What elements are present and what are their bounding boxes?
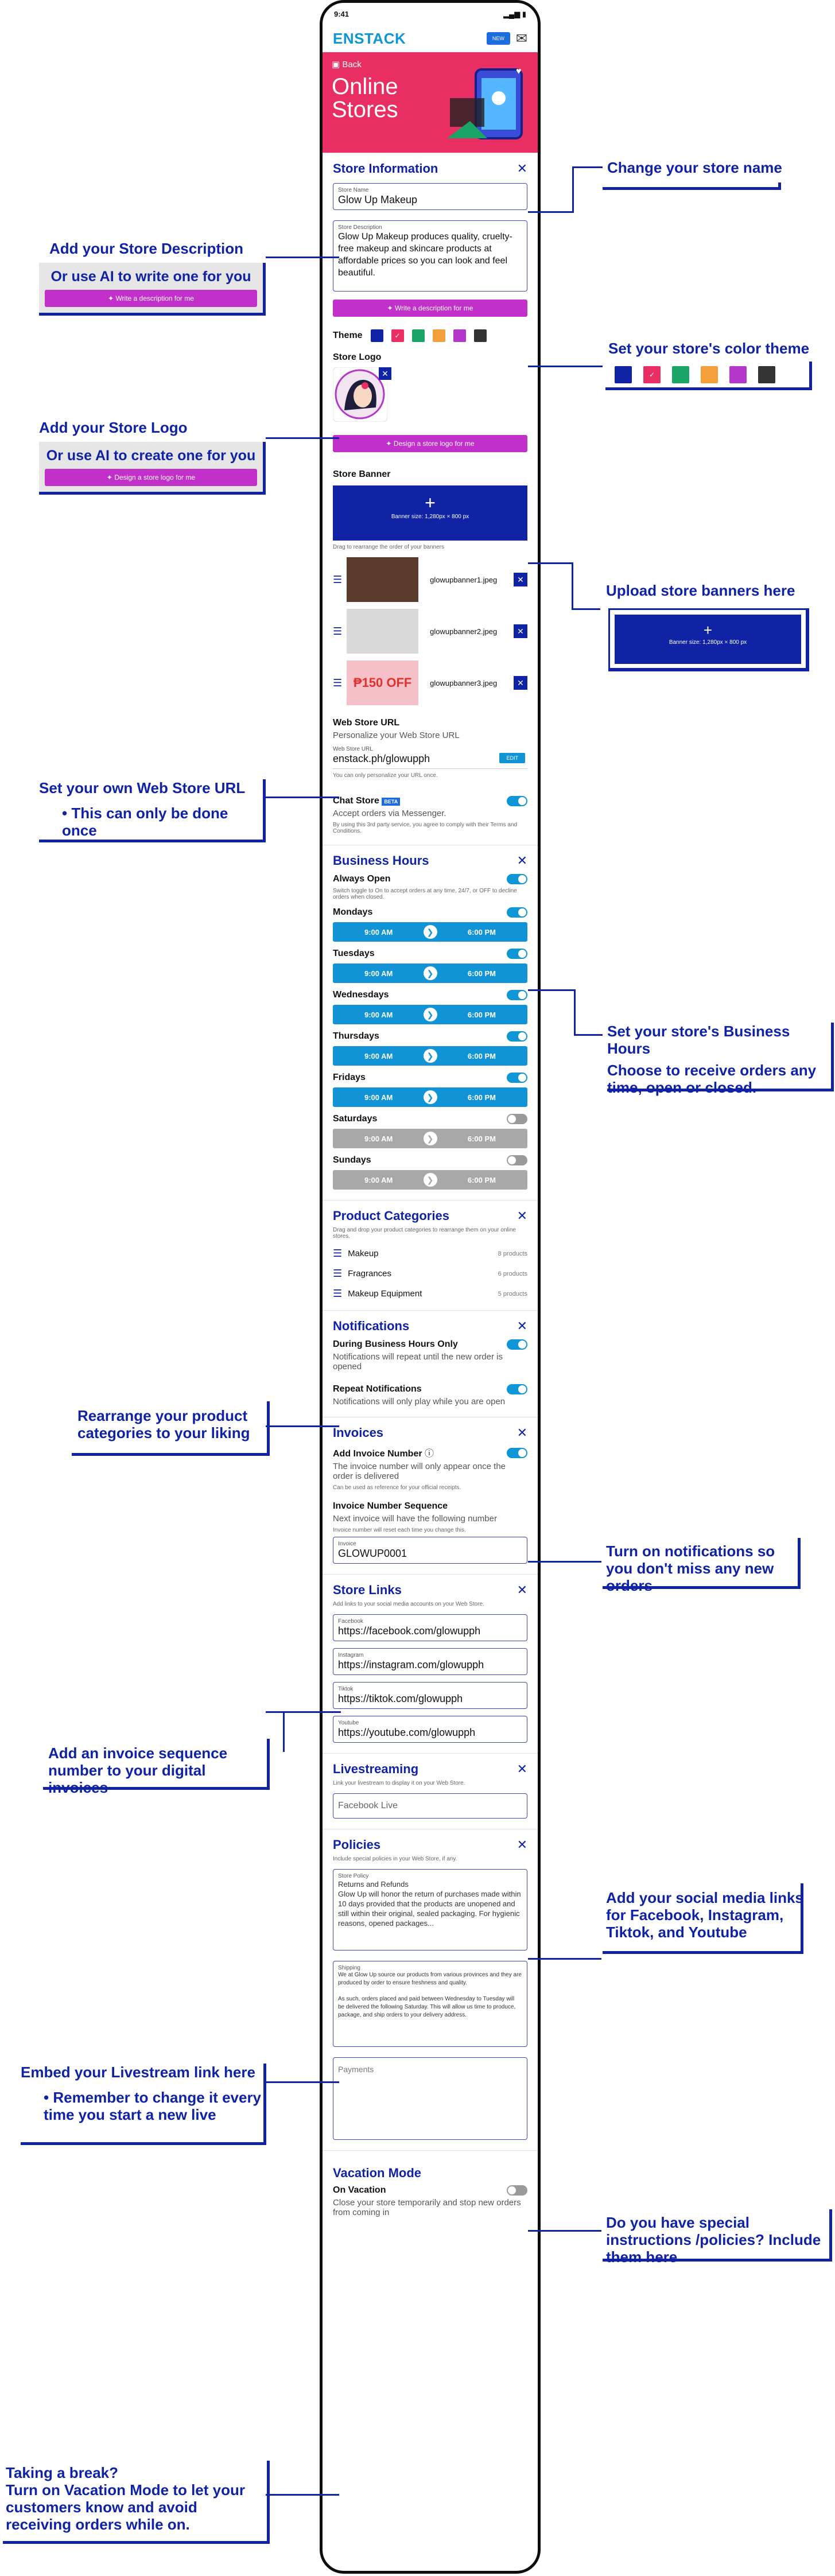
vacation-label: On Vacation <box>333 2185 386 2195</box>
category-count: 6 products <box>498 1270 527 1277</box>
category-name: Makeup Equipment <box>348 1289 422 1299</box>
drag-handle-icon[interactable]: ☰ <box>333 1268 343 1279</box>
banner-item[interactable] <box>333 609 527 654</box>
close-time[interactable]: 6:00 PM <box>467 1011 496 1019</box>
categories-section <box>323 1200 538 1310</box>
store-info-title: Store Information <box>333 161 438 176</box>
app-screen <box>323 3 538 2571</box>
store-description-field[interactable] <box>333 220 527 292</box>
theme-row <box>333 329 527 342</box>
category-item[interactable] <box>333 1268 527 1280</box>
banner-size-hint: Banner size: 1,280px × 800 px <box>391 514 469 520</box>
notif-business-hours-label: During Business Hours Only <box>333 1339 458 1349</box>
add-invoice-label: Add Invoice Number <box>333 1449 422 1459</box>
plus-icon: + <box>703 621 713 639</box>
day-toggle[interactable] <box>507 949 527 959</box>
day-label: Wednesdays <box>333 990 389 1000</box>
day-toggle[interactable] <box>507 1155 527 1165</box>
bracket <box>603 1538 801 1589</box>
hero-banner <box>323 52 538 153</box>
leader-line <box>266 1425 339 1427</box>
close-icon[interactable]: ✕ <box>516 1762 527 1776</box>
chevron-right-icon: ❯ <box>424 925 437 939</box>
chat-store-label: Chat Store BETA <box>333 796 400 806</box>
chat-store-subtitle: Accept orders via Messenger. <box>333 809 446 818</box>
app-logo: ENSTACK <box>333 29 406 47</box>
chevron-right-icon: ❯ <box>424 1132 437 1145</box>
notif-repeat-label: Repeat Notifications <box>333 1384 422 1394</box>
theme-swatch <box>758 366 775 383</box>
leader-line <box>283 1711 341 1752</box>
chevron-right-icon: ❯ <box>424 1173 437 1187</box>
shipping-policy-label: Shipping <box>338 1965 360 1971</box>
store-logo-label: Store Logo <box>333 352 382 362</box>
close-icon[interactable]: ✕ <box>516 1209 527 1223</box>
status-bar <box>323 3 538 25</box>
store-link-label: Youtube <box>338 1720 359 1726</box>
categories-title: Product Categories <box>333 1209 449 1223</box>
day-row <box>333 1031 527 1066</box>
leader-line <box>574 1034 603 1036</box>
invoice-seq-title: Invoice Number Sequence <box>333 1501 448 1511</box>
theme-swatch[interactable] <box>412 329 425 342</box>
invoice-field[interactable] <box>333 1537 527 1564</box>
hours-bar[interactable] <box>333 1129 527 1148</box>
signal-icon: ▂▄▆ ▮ <box>503 10 526 18</box>
day-label: Sundays <box>333 1155 371 1165</box>
store-link-value: https://facebook.com/glowupph <box>338 1625 481 1637</box>
open-time[interactable]: 9:00 AM <box>364 1093 393 1102</box>
close-time[interactable]: 6:00 PM <box>467 969 496 978</box>
theme-swatch <box>615 366 632 383</box>
beta-badge: BETA <box>382 798 400 806</box>
hours-bar[interactable] <box>333 963 527 983</box>
livestream-note: Link your livestream to display it on your Web Store. <box>333 1780 465 1786</box>
annotation-banner-box <box>608 608 809 671</box>
hours-bar[interactable] <box>333 1087 527 1107</box>
theme-swatch <box>701 366 718 383</box>
status-time: 9:41 <box>334 10 349 18</box>
leader-line <box>528 2230 601 2232</box>
leader-line <box>528 1561 601 1563</box>
drag-handle-icon[interactable]: ☰ <box>333 1248 343 1259</box>
weburl-subtitle: Personalize your Web Store URL <box>333 731 460 740</box>
theme-swatch: ✓ <box>643 366 661 383</box>
annotation-theme-swatches <box>605 362 812 390</box>
notifications-title: Notifications <box>333 1319 410 1333</box>
plus-icon: + <box>425 492 436 513</box>
store-link-field[interactable] <box>333 1648 527 1675</box>
annotation-design-button: ✦ Design a store logo for me <box>45 469 257 486</box>
annotation-logo-box <box>39 442 266 495</box>
livestream-placeholder: Facebook Live <box>338 1801 398 1810</box>
leader-line <box>572 608 600 610</box>
notifications-section <box>323 1310 538 1417</box>
annotation-live-title: Embed your Livestream link here <box>21 2064 255 2081</box>
link-list <box>333 1614 527 1743</box>
notif-business-hours-toggle[interactable] <box>507 1339 527 1350</box>
annotation-weburl-bullet: • This can only be done once <box>62 805 228 839</box>
shipping-policy-field[interactable] <box>333 1961 527 2047</box>
annotation-banner: Upload store banners here <box>606 582 795 599</box>
annotation-vacation: Taking a break? Turn on Vacation Mode to let your customers know and avoid receiving orders while on. <box>6 2464 245 2533</box>
day-label: Thursdays <box>333 1031 379 1041</box>
banner-filename: glowupbanner1.jpeg <box>430 575 498 584</box>
annotation-description <box>39 240 266 316</box>
hours-bar[interactable] <box>333 1005 527 1024</box>
invoices-section <box>323 1417 538 1574</box>
close-icon[interactable]: ✕ <box>516 1319 527 1333</box>
day-row <box>333 907 527 942</box>
annotation-logo <box>39 419 266 495</box>
store-description-value: Glow Up Makeup produces quality, cruelty-free makeup and skincare products at affordable prices so you can look and feel beautiful. <box>338 232 512 278</box>
close-icon[interactable]: ✕ <box>516 1425 527 1440</box>
vacation-title: Vacation Mode <box>333 2166 422 2180</box>
day-label: Tuesdays <box>333 949 375 958</box>
store-link-field[interactable] <box>333 1716 527 1743</box>
always-open-note: Switch toggle to On to accept orders at any time, 24/7, or OFF to decline orders when closed. <box>333 888 517 900</box>
close-icon[interactable]: ✕ <box>516 853 527 868</box>
always-open-toggle[interactable] <box>507 874 527 884</box>
banner-filename: glowupbanner2.jpeg <box>430 627 498 636</box>
theme-swatch[interactable] <box>433 329 445 342</box>
weburl-value: enstack.ph/glowupph <box>333 753 430 764</box>
add-invoice-sub: The invoice number will only appear once the order is delivered <box>333 1462 506 1481</box>
invoice-field-label: Invoice <box>338 1541 356 1547</box>
mail-icon[interactable]: ✉ <box>515 30 527 46</box>
store-link-field[interactable] <box>333 1614 527 1641</box>
category-count: 8 products <box>498 1250 527 1257</box>
vacation-toggle[interactable] <box>507 2185 527 2196</box>
leader-line <box>572 166 603 213</box>
theme-swatches <box>363 329 487 342</box>
page-title: Online Stores <box>332 74 398 122</box>
annotation-banner-hint: Banner size: 1,280px × 800 px <box>669 639 747 646</box>
add-invoice-row <box>333 1446 527 1459</box>
banner-upload-area[interactable] <box>333 485 527 541</box>
weburl-note: You can only personalize your URL once. <box>333 772 438 779</box>
theme-swatch[interactable]: ✓ <box>391 329 404 342</box>
leader-line <box>528 211 574 213</box>
category-name: Fragrances <box>348 1269 392 1279</box>
invoice-field-value: GLOWUP0001 <box>338 1548 407 1559</box>
policies-section <box>323 1829 538 2150</box>
day-toggle[interactable] <box>507 1114 527 1124</box>
banner-item[interactable] <box>333 557 527 602</box>
annotation-description-title: Add your Store Description <box>49 240 244 257</box>
bracket <box>603 1883 803 1954</box>
day-row <box>333 949 527 983</box>
info-icon: ⓘ <box>425 1449 434 1459</box>
theme-label: Theme <box>333 331 363 340</box>
drag-handle-icon[interactable]: ☰ <box>333 573 343 585</box>
payments-placeholder: Payments <box>338 2065 374 2074</box>
leader-line <box>266 2081 339 2083</box>
day-toggle[interactable] <box>507 990 527 1000</box>
vacation-section <box>323 2150 538 2228</box>
close-time[interactable]: 6:00 PM <box>467 928 496 937</box>
remove-banner-icon[interactable]: ✕ <box>514 573 527 586</box>
weburl-title: Web Store URL <box>333 718 400 728</box>
leader-line <box>266 437 339 439</box>
write-description-button[interactable]: ✦ Write a description for me <box>333 300 527 317</box>
hours-bar[interactable] <box>333 922 527 942</box>
invoice-seq-sub: Next invoice will have the following number <box>333 1514 497 1524</box>
open-time[interactable]: 9:00 AM <box>364 928 393 937</box>
store-link-label: Instagram <box>338 1652 364 1658</box>
day-toggle[interactable] <box>507 1031 527 1042</box>
hours-bar[interactable] <box>333 1046 527 1066</box>
store-link-value: https://tiktok.com/glowupph <box>338 1693 463 1704</box>
remove-banner-icon[interactable]: ✕ <box>514 624 527 638</box>
banner-thumbnail <box>347 609 418 654</box>
hours-bar[interactable] <box>333 1170 527 1190</box>
notif-business-hours-sub: Notifications will repeat until the new order is opened <box>333 1352 503 1371</box>
annotation-store-name: Change your store name <box>607 159 782 176</box>
annotation-notifications: Turn on notifications so you don't miss any new orders <box>606 1543 775 1594</box>
banner-thumbnail <box>347 557 418 602</box>
livestream-section <box>323 1753 538 1829</box>
weburl-edit-button[interactable]: EDIT <box>499 753 525 763</box>
chevron-right-icon: ❯ <box>424 1049 437 1063</box>
livestream-input[interactable] <box>333 1793 527 1819</box>
annotation-logo-ai: Or use AI to create one for you <box>46 448 256 464</box>
day-toggle[interactable] <box>507 907 527 918</box>
close-icon[interactable]: ✕ <box>516 1837 527 1852</box>
annotation-weburl <box>39 779 266 842</box>
app-header <box>323 25 538 52</box>
leader-line <box>528 366 603 367</box>
phone-frame <box>320 0 541 2574</box>
banner-item[interactable] <box>333 660 527 705</box>
leader-line <box>266 2494 339 2496</box>
annotation-theme: Set your store's color theme <box>608 340 810 357</box>
annotation-links: Add your social media links for Facebook, Instagram, Tiktok, and Youtube <box>606 1889 803 1941</box>
day-label: Mondays <box>333 907 373 917</box>
category-name: Makeup <box>348 1249 379 1258</box>
annotation-hours <box>607 1023 834 1096</box>
theme-swatch[interactable] <box>371 329 383 342</box>
invoices-title: Invoices <box>333 1425 384 1440</box>
chevron-right-icon: ❯ <box>424 966 437 980</box>
annotation-weburl-title: Set your own Web Store URL <box>39 779 246 796</box>
category-list <box>333 1248 527 1300</box>
close-time[interactable]: 6:00 PM <box>467 1176 496 1184</box>
chat-store-note: By using this 3rd party service, you agree to comply with their Terms and Conditions. <box>333 822 518 834</box>
theme-swatch <box>672 366 689 383</box>
remove-banner-icon[interactable]: ✕ <box>514 676 527 690</box>
bracket <box>72 1401 270 1456</box>
day-row <box>333 1155 527 1190</box>
annotation-invoices: Add an invoice sequence number to your digital invoices <box>48 1744 228 1796</box>
store-name-field[interactable] <box>333 183 527 210</box>
always-open-label: Always Open <box>333 874 391 884</box>
vacation-row <box>333 2185 527 2196</box>
close-time[interactable]: 6:00 PM <box>467 1093 496 1102</box>
day-row <box>333 990 527 1024</box>
store-name-value: Glow Up Makeup <box>338 194 418 205</box>
store-links-title: Store Links <box>333 1583 402 1597</box>
store-links-section <box>323 1574 538 1753</box>
store-description-label: Store Description <box>338 224 382 231</box>
drag-handle-icon[interactable]: ☰ <box>333 1288 343 1299</box>
livestream-title: Livestreaming <box>333 1762 419 1776</box>
annotation-hours-line1: Set your store's Business Hours <box>607 1023 790 1057</box>
chat-store-row <box>333 796 527 806</box>
day-label: Saturdays <box>333 1114 378 1124</box>
store-policy-field[interactable] <box>333 1869 527 1951</box>
annotation-write-button: ✦ Write a description for me <box>45 290 257 307</box>
day-row <box>333 1073 527 1107</box>
annotation-policies: Do you have special instructions /policies? Include them here <box>606 2214 821 2266</box>
day-toggle[interactable] <box>507 1073 527 1083</box>
chevron-right-icon: ❯ <box>424 1008 437 1021</box>
store-policy-label: Store Policy <box>338 1873 369 1879</box>
design-logo-button[interactable]: ✦ Design a store logo for me <box>333 435 527 452</box>
store-link-value: https://instagram.com/glowupph <box>338 1659 484 1670</box>
bracket <box>43 1739 270 1790</box>
bracket <box>603 2209 832 2262</box>
add-invoice-note: Can be used as reference for your official receipts. <box>333 1485 461 1491</box>
weburl-field[interactable] <box>333 746 527 769</box>
close-icon[interactable]: ✕ <box>516 161 527 176</box>
annotation-banner-area <box>615 615 801 664</box>
open-time[interactable]: 9:00 AM <box>364 1052 393 1060</box>
chat-store-toggle[interactable] <box>507 796 527 806</box>
chevron-right-icon: ❯ <box>424 1090 437 1104</box>
leader-line <box>266 257 339 258</box>
store-link-field[interactable] <box>333 1682 527 1709</box>
close-time[interactable]: 6:00 PM <box>467 1052 496 1060</box>
hero-illustration-icon <box>447 64 533 150</box>
weburl-field-label: Web Store URL <box>333 746 373 752</box>
store-links-note: Add links to your social media accounts on your Web Store. <box>333 1601 484 1607</box>
open-time[interactable]: 9:00 AM <box>364 1176 393 1184</box>
annotation-livestream <box>21 2064 266 2145</box>
close-icon[interactable]: ✕ <box>516 1583 527 1597</box>
underline-bracket <box>603 182 781 190</box>
back-button[interactable]: ▣ Back <box>332 60 362 69</box>
drag-handle-icon[interactable]: ☰ <box>333 677 343 689</box>
store-link-value: https://youtube.com/glowupph <box>338 1727 476 1738</box>
business-hours-section <box>323 845 538 1200</box>
store-banner-label: Store Banner <box>333 469 391 479</box>
store-policy-text: Returns and Refunds Glow Up will honor the return of purchases made within 10 days provided that the products are unopened and still within their original, sealed packaging. For hygienic reasons, opened packages... <box>338 1880 521 1928</box>
store-info-section <box>323 153 538 845</box>
banner-list <box>333 557 527 705</box>
open-time[interactable]: 9:00 AM <box>364 1011 393 1019</box>
leader-line <box>528 562 573 610</box>
annotation-logo-title: Add your Store Logo <box>39 419 188 436</box>
annotation-live-bullet: • Remember to change it every time you start a new live <box>44 2089 262 2123</box>
leader-line <box>528 1958 601 1960</box>
category-item[interactable] <box>333 1288 527 1300</box>
theme-swatch <box>729 366 747 383</box>
banner-filename: glowupbanner3.jpeg <box>430 678 498 687</box>
notif-repeat-toggle[interactable] <box>507 1384 527 1394</box>
shipping-policy-text: We at Glow Up source our products from various provinces and they are produced by order to ensure freshness and quality. As such, orders placed and paid between Wednesday to Tuesday will be delivered the following Saturday. This will allow us time to produce, package, and ship orders to your delivery address. <box>338 1972 522 2018</box>
policies-note: Include special policies in your Web Store, if any. <box>333 1856 457 1862</box>
notif-repeat-sub: Notifications will only play while you are open <box>333 1397 506 1406</box>
notif-business-hours-row <box>333 1339 527 1350</box>
invoice-seq-note: Invoice number will reset each time you change this. <box>333 1527 466 1533</box>
open-time[interactable]: 9:00 AM <box>364 1134 393 1143</box>
leader-line <box>528 989 576 1036</box>
payments-policy-field[interactable] <box>333 2057 527 2140</box>
category-item[interactable] <box>333 1248 527 1260</box>
annotation-categories: Rearrange your product categories to your liking <box>77 1407 250 1442</box>
svg-text:♥: ♥ <box>516 67 522 76</box>
banner-drag-note: Drag to rearrange the order of your banners <box>333 544 444 550</box>
day-label: Fridays <box>333 1073 366 1082</box>
theme-swatch[interactable] <box>453 329 466 342</box>
always-open-row <box>333 874 527 884</box>
theme-swatch[interactable] <box>474 329 487 342</box>
new-badge[interactable]: NEW <box>487 32 510 45</box>
bracket <box>3 2461 270 2544</box>
add-invoice-toggle[interactable] <box>507 1448 527 1458</box>
leader-line <box>266 796 339 798</box>
categories-note: Drag and drop your product categories to rearrange them on your online stores. <box>333 1227 516 1240</box>
store-link-label: Tiktok <box>338 1686 354 1692</box>
store-logo-image[interactable] <box>333 367 390 425</box>
day-row <box>333 1114 527 1148</box>
store-name-label: Store Name <box>338 187 369 193</box>
annotation-description-ai: Or use AI to write one for you <box>51 269 251 285</box>
policies-title: Policies <box>333 1837 381 1852</box>
business-hours-title: Business Hours <box>333 853 429 868</box>
notif-repeat-row <box>333 1384 527 1394</box>
drag-handle-icon[interactable]: ☰ <box>333 625 343 637</box>
remove-logo-icon[interactable]: ✕ <box>379 367 391 380</box>
banner-thumbnail: ₱150 OFF <box>347 660 418 705</box>
store-link-label: Facebook <box>338 1618 363 1625</box>
annotation-hours-line2: Choose to receive orders any time, open or closed. <box>607 1062 817 1096</box>
close-time[interactable]: 6:00 PM <box>467 1134 496 1143</box>
vacation-sub: Close your store temporarily and stop new orders from coming in <box>333 2198 521 2217</box>
open-time[interactable]: 9:00 AM <box>364 969 393 978</box>
category-count: 5 products <box>498 1290 527 1297</box>
day-list <box>333 907 527 1190</box>
annotation-description-box <box>39 263 266 316</box>
